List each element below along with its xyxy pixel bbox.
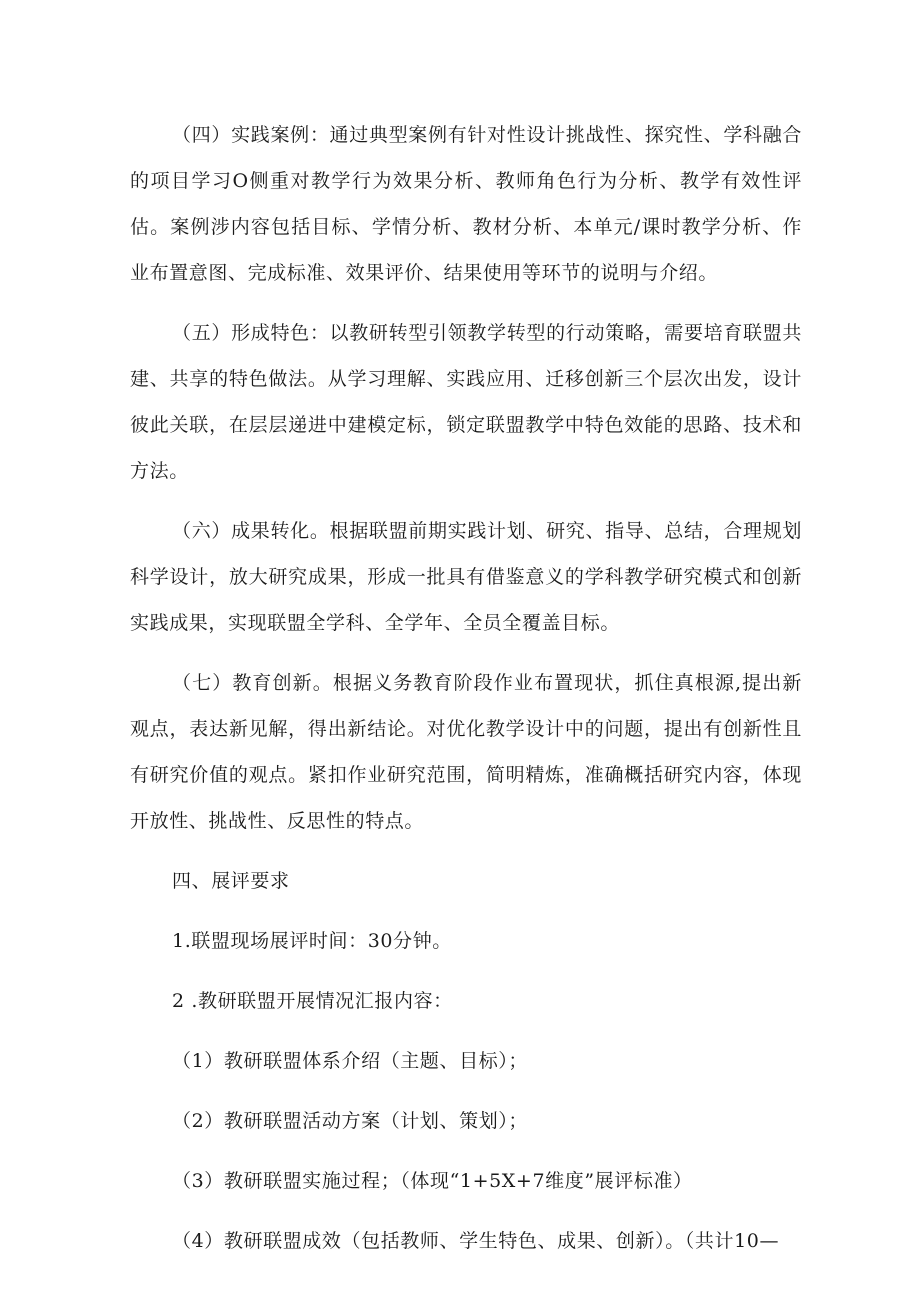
list-item-time: 1.联盟现场展评时间：30分钟。 — [172, 930, 452, 952]
list-item-report-content: 2 .教研联盟开展情况汇报内容： — [172, 990, 453, 1012]
document-page — [130, 112, 802, 1264]
list-item-activity-plan: （2）教研联盟活动方案（计划、策划）； — [172, 1110, 528, 1132]
list-item-outcomes: （4）教研联盟成效（包括教师、学生特色、成果、创新）。（共计10— — [172, 1230, 780, 1252]
list-item-implementation: （3）教研联盟实施过程；（体现“1+5X+7维度”展评标准） — [172, 1170, 693, 1192]
paragraph-education-innovation: （七）教育创新。根据义务教育阶段作业布置现状，抓住真根源,提出新观点，表达新见解，得出新结论。对优化教学设计中的问题，提出有创新性且有研究价值的观点。紧扣作业研究范围，简明精炼，准确概括研究内容，体现开放性、挑战性、反思性的特点。 — [130, 672, 802, 832]
paragraph-results-conversion: （六）成果转化。根据联盟前期实践计划、研究、指导、总结，合理规划科学设计，放大研究成果，形成一批具有借鉴意义的学科教学研究模式和创新实践成果，实现联盟全学科、全学年、全员全覆盖目标。 — [130, 520, 802, 634]
list-item-system-intro: （1）教研联盟体系介绍（主题、目标）； — [172, 1050, 528, 1072]
paragraph-forming-features: （五）形成特色：以教研转型引领教学转型的行动策略，需要培育联盟共建、共享的特色做法。从学习理解、实践应用、迁移创新三个层次出发，设计彼此关联，在层层递进中建模定标，锁定联盟教学中特色效能的思路、技术和方法。 — [130, 322, 802, 482]
paragraph-practice-cases: （四）实践案例：通过典型案例有针对性设计挑战性、探究性、学科融合的项目学习O侧重对教学行为效果分析、教师角色行为分析、教学有效性评估。案例涉内容包括目标、学情分析、教材分析、本单元/课时教学分析、作业布置意图、完成标准、效果评价、结果使用等环节的说明与介绍。 — [130, 124, 802, 284]
section-heading: 四、展评要求 — [172, 870, 290, 892]
